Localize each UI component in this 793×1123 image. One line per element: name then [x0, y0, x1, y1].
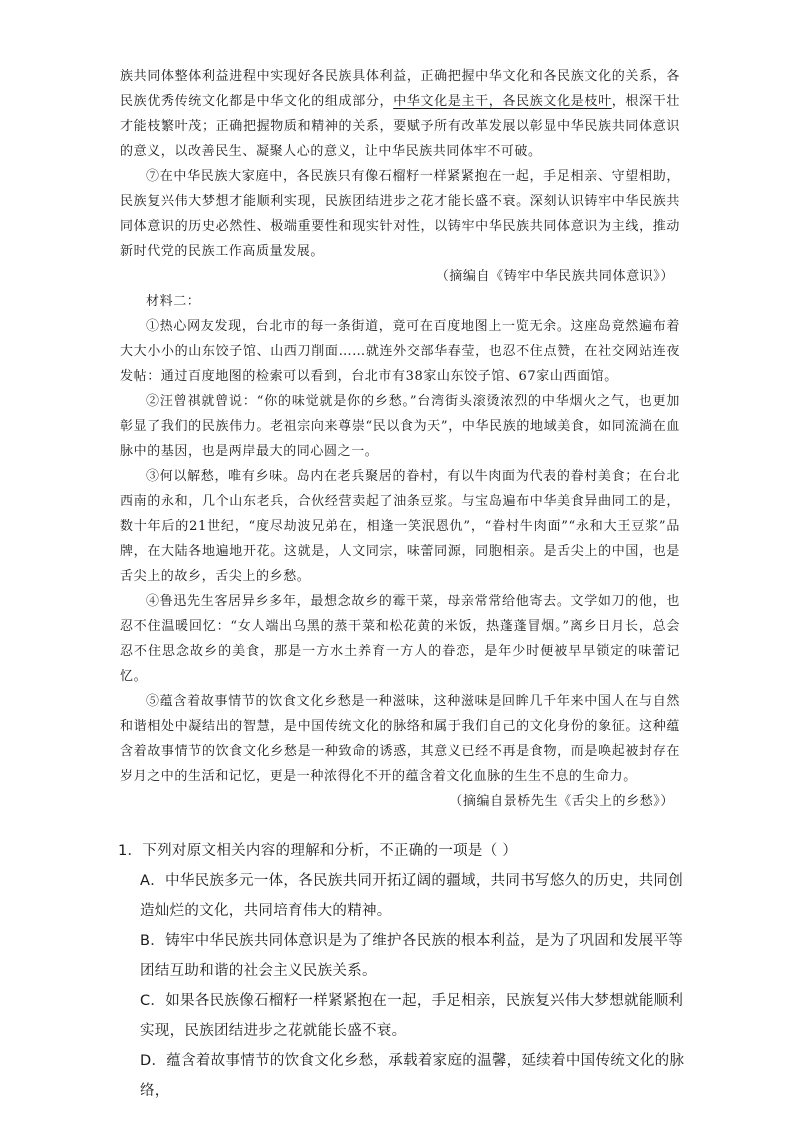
option-text: 如果各民族像石榴籽一样紧紧抱在一起，手足相亲，民族复兴伟大梦想就能顺利实现，民族团结进步之花就能长盛不衰。 [140, 993, 684, 1039]
option-text: 中华民族多元一体，各民族共同开拓辽阔的疆域，共同书写悠久的历史，共同创造灿烂的文化，共同培育伟大的精神。 [140, 873, 684, 919]
option-label: A． [140, 873, 166, 889]
reading-material [120, 64, 680, 814]
material1-source: （摘编自《铸牢中华民族共同体意识》） [435, 269, 674, 284]
option-label: B． [140, 933, 166, 949]
material1-paragraph-6 [120, 64, 680, 164]
paragraph-text: 族共同体整体利益进程中实现好各民族具体利益，正确把握中华文化和各民族文化的关系，各民族优秀传统文化都是中华文化的组成部分， [120, 69, 680, 109]
question-section [118, 836, 688, 1106]
option-d[interactable] [118, 1046, 688, 1106]
material2-heading: 材料二： [146, 294, 201, 309]
option-a[interactable] [118, 866, 688, 926]
question-stem: 1．下列对原文相关内容的理解和分析，不正确的一项是（ ） [118, 843, 518, 859]
option-text: 蕴含着故事情节的饮食文化乡愁，承载着家庭的温馨，延续着中国传统文化的脉络， [140, 1053, 685, 1099]
option-label: D． [140, 1053, 167, 1069]
underlined-text: 中华文化是主干，各民族文化是枝叶 [393, 94, 612, 109]
option-label: C． [140, 993, 166, 1009]
material2-paragraph-1: ①热心网友发现，台北市的每一条街道，竟可在百度地图上一览无余。这座岛竟然遍布着大大小小的山东饺子馆、山西刀削面……就连外交部华春莹，也忍不住点赞，在社交网站连夜发帖：通过百度地图的检索可以看到，台北市有38家山东饺子馆、67家山西面馆。 [120, 319, 680, 384]
material2-paragraph-2: ②汪曾祺就曾说：“你的味觉就是你的乡愁。”台湾街头滚烫浓烈的中华烟火之气，也更加彰显了我们的民族伟力。老祖宗向来尊崇“民以食为天”，中华民族的地域美食，如同流淌在血脉中的基因，也是两岸最大的同心圆之一。 [120, 394, 680, 459]
paragraph-text: ，根深干壮才能枝繁叶茂；正确把握物质和精神的关系，要赋予所有改革发展以彰显中华民族共同体意识的意义，以改善民生、凝聚人心的意义，让中华民族共同体牢不可破。 [120, 94, 680, 159]
option-c[interactable] [118, 986, 688, 1046]
material2-paragraph-3: ③何以解愁，唯有乡味。岛内在老兵聚居的眷村，有以牛肉面为代表的眷村美食；在台北西南的永和，几个山东老兵，合伙经营卖起了油条豆浆。与宝岛遍布中华美食异曲同工的是，数十年后的21世纪，“度尽劫波兄弟在，相逢一笑泯恩仇”，“眷村牛肉面”“永和大王豆浆”品牌，在大陆各地遍地开花。这就是，人文同宗，味蕾同源，同胞相亲。是舌尖上的中国，也是舌尖上的故乡，舌尖上的乡愁。 [120, 469, 680, 584]
material2-paragraph-4: ④鲁迅先生客居异乡多年，最想念故乡的霉干菜，母亲常常给他寄去。文学如刀的他，也忍不住温暖回忆：“女人端出乌黑的蒸干菜和松花黄的米饭，热蓬蓬冒烟。”离乡日月长，总会忍不住思念故乡的美食，那是一方水土养育一方人的眷恋，是年少时便被早早锁定的味蕾记忆。 [120, 594, 680, 684]
option-b[interactable] [118, 926, 688, 986]
option-text: 铸牢中华民族共同体意识是为了维护各民族的根本利益，是为了巩固和发展平等团结互助和谐的社会主义民族关系。 [140, 933, 684, 979]
material1-paragraph-7: ⑦在中华民族大家庭中，各民族只有像石榴籽一样紧紧抱在一起，手足相亲、守望相助，民族复兴伟大梦想才能顺利实现，民族团结进步之花才能长盛不衰。深刻认识铸牢中华民族共同体意识的历史必然性、极端重要性和现实针对性，以铸牢中华民族共同体意识为主线，推动新时代党的民族工作高质量发展。 [120, 169, 680, 259]
material2-source: （摘编自景桥先生《舌尖上的乡愁》） [449, 794, 674, 809]
material2-paragraph-5: ⑤蕴含着故事情节的饮食文化乡愁是一种滋味，这种滋味是回眸几千年来中国人在与自然和谐相处中凝结出的智慧，是中国传统文化的脉络和属于我们自己的文化身份的象征。这种蕴含着故事情节的饮食文化乡愁是一种致命的诱惑，其意义已经不再是食物，而是唤起被封存在岁月之中的生活和记忆，更是一种浓得化不开的蕴含着文化血脉的生生不息的生命力。 [120, 694, 680, 784]
